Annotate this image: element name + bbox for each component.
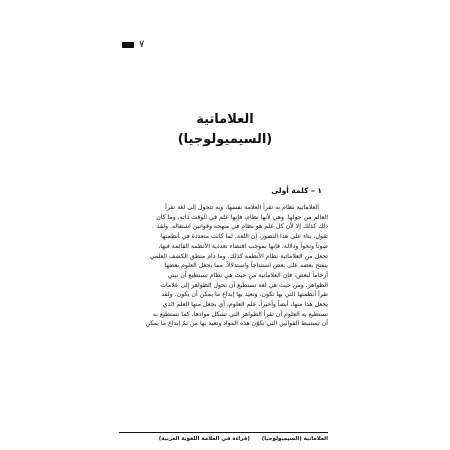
body-paragraph [119, 203, 328, 329]
paragraph-line: تقرأ أنظمتها التي بها تكون، وتعيد بها إبداع ما يمكن أن يكون. ولقد [161, 291, 328, 299]
footer-book-title: العلاماتية (السيميولوجيا) [261, 436, 328, 442]
chapter-title: العلاماتية [196, 112, 254, 127]
paragraph-line: أرحاماً لبعض، فإن العلاماتية من حيث هي نظام تستطيع أن تبني [167, 271, 328, 279]
paragraph-line: صوتاً ونحواً ودلالة، فإنها بموجب اقتضاء تعددية الأنظمة القائمة فيها، [158, 242, 328, 250]
page-number: ٧ [139, 39, 145, 50]
footer-book-subtitle: (قراءة في العلامة اللغوية العربية) [158, 436, 250, 442]
footer-rule [119, 432, 328, 433]
paragraph-line: تستطيع به العلوم أن تقرأ الظواهر التي تشكل موادها، كما تستطيع به [152, 310, 328, 318]
paragraph-line: ذلك كذلك إلا لأن كل علم هو نظام في منهجه وقوانين اشتغاله. ولقد [156, 223, 328, 231]
paragraph-line: الظواهر، ومن حيث هي لغة تستطيع أن تحول الظواهر إلى علامات [160, 281, 328, 289]
paragraph-line: ينفتح بعضه على بعض استنتاجاً واستدلالاً، مما يجعل العلوم بعضها [164, 262, 328, 270]
paragraph-line: تجعل من العلاماتية نظام الأنظمة كذلك. وما دام منطق الكشف العلمي [149, 252, 328, 260]
paragraph-line: تقول، بناء على هذا التصور، إن اللغة، لما كانت متعددة في أنظمتها [160, 233, 328, 241]
paragraph-line: العلاماتية نظام به تقرأ العلامة نفسها، وبه تتحول إلى لغة تقرأ [165, 204, 319, 211]
paragraph-line: العالم من حولها. وهي لأنها نظام، فإنها علم في الوقت ذاته، وما كان [156, 213, 328, 221]
chapter-subtitle: (السيميولوجيا) [177, 132, 273, 147]
chapter-title-block [0, 110, 450, 150]
paragraph-line: يجعل هذا منها، أيضاً وأخيراً، علم العلوم، أي يجعل منها العلم الذي [162, 301, 328, 309]
page-number-marker [122, 40, 144, 50]
paragraph-line: أن تستنبط القوانين التي تكوّن هذه المواد وتعيد بها من ثمّ إبداع ما يمكن [145, 320, 328, 328]
section-heading: ١ – كلمة أولى [271, 186, 322, 195]
page-number-bar [122, 42, 134, 48]
running-footer [119, 436, 328, 442]
